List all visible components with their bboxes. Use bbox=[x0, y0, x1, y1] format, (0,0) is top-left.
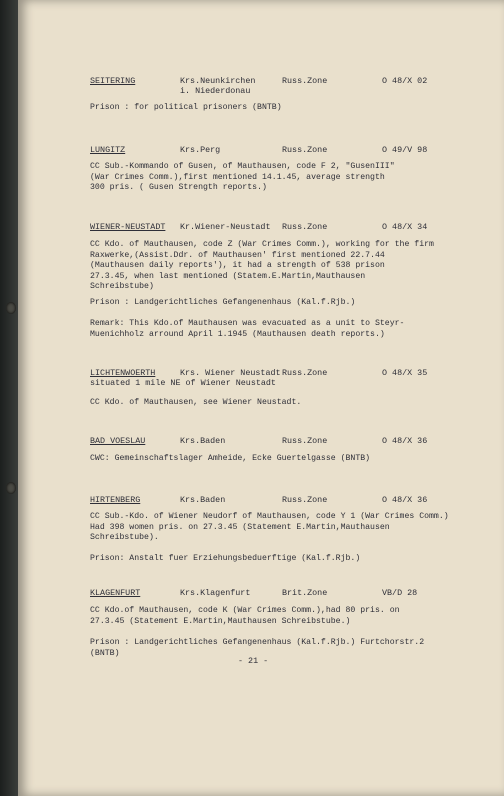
entry-text: CWC: Gemeinschaftslager Amheide, Ecke Guertelgasse (BNTB) bbox=[90, 454, 371, 463]
entry-map-ref: VB/D 28 bbox=[382, 588, 418, 598]
entry-district: Krs.Baden bbox=[180, 495, 226, 505]
entry-location: WIENER-NEUSTADT bbox=[90, 222, 166, 232]
entry-map-ref: O 48/X 36 bbox=[382, 436, 428, 446]
document-page bbox=[18, 0, 504, 796]
entry-text: Remark: This Kdo.of Mauthausen was evacuated as a unit to Steyr- Muenichholz arround April 1.1945 (Mauthausen death reports.) bbox=[90, 319, 405, 339]
entry-district: Krs.Perg bbox=[180, 145, 221, 155]
entry-zone: Russ.Zone bbox=[282, 436, 328, 446]
entry-location: LICHTENWOERTH bbox=[90, 368, 156, 378]
entry-zone: Russ.Zone bbox=[282, 495, 328, 505]
entry-text: CC Sub.-Kommando of Gusen, of Mauthausen, code F 2, "GusenIII" (War Crimes Comm.),first mentioned 14.1.45, average strength 300 pris. ( Gusen Strength reports.) bbox=[90, 162, 395, 192]
entry-map-ref: O 49/V 98 bbox=[382, 145, 428, 155]
entry-map-ref: O 48/X 36 bbox=[382, 495, 428, 505]
entry-text: Prison : Landgerichtliches Gefangenenhaus (Kal.f.Rjb.) Furtchorstr.2 (BNTB) bbox=[90, 638, 425, 658]
entry-district: Krs.Baden bbox=[180, 436, 226, 446]
page-number: - 21 - bbox=[238, 656, 269, 666]
entry-zone: Russ.Zone bbox=[282, 222, 328, 232]
entry-map-ref: O 48/X 35 bbox=[382, 368, 428, 378]
entry-subline: situated 1 mile NE of Wiener Neustadt bbox=[90, 378, 276, 388]
entry-map-ref: O 48/X 02 bbox=[382, 76, 428, 86]
entry-district: Krs. Wiener Neustadt bbox=[180, 368, 281, 378]
entry-district: Krs.Neunkirchen i. Niederdonau bbox=[180, 76, 256, 96]
entry-district: Krs.Klagenfurt bbox=[180, 588, 251, 598]
binding-hole bbox=[6, 482, 16, 494]
entry-zone: Russ.Zone bbox=[282, 368, 328, 378]
entry-location: LUNGITZ bbox=[90, 145, 126, 155]
binding-hole bbox=[6, 302, 16, 314]
entry-text: CC Kdo.of Mauthausen, code K (War Crimes Comm.),had 80 pris. on 27.3.45 (Statement E.Martin,Mauthausen Schreibstube.) bbox=[90, 606, 400, 626]
entry-location: SEITERING bbox=[90, 76, 136, 86]
entry-location: KLAGENFURT bbox=[90, 588, 141, 598]
entry-district: Kr.Wiener-Neustadt bbox=[180, 222, 271, 232]
entry-text: Prison: Anstalt fuer Erziehungsbeduerftige (Kal.f.Rjb.) bbox=[90, 554, 361, 563]
entry-zone: Russ.Zone bbox=[282, 76, 328, 86]
entry-location: HIRTENBERG bbox=[90, 495, 141, 505]
entry-text: CC Kdo. of Mauthausen, see Wiener Neustadt. bbox=[90, 398, 302, 407]
entry-map-ref: O 48/X 34 bbox=[382, 222, 428, 232]
entry-zone: Brit.Zone bbox=[282, 588, 328, 598]
entry-text: Prison : for political prisoners (BNTB) bbox=[90, 103, 282, 112]
entry-text: CC Kdo. of Mauthausen, code Z (War Crimes Comm.), working for the firm Raxwerke,(Assist.Ddr. of Mauthausen' first mentioned 22.7.44 (Mauthausen daily reports'), it had a strength of 538 prison 27.3.45, when last mentioned (Statem.E.Martin,Mauthausen Schreibstube) bbox=[90, 240, 434, 291]
entry-location: BAD VOESLAU bbox=[90, 436, 146, 446]
entry-text: Prison : Landgerichtliches Gefangenenhaus (Kal.f.Rjb.) bbox=[90, 298, 356, 307]
entry-text: CC Sub.-Kdo. of Wiener Neudorf of Mauthausen, code Y 1 (War Crimes Comm.) Had 398 women pris. on 27.3.45 (Statement E.Martin,Mauthausen Schreibstube). bbox=[90, 512, 449, 542]
book-spine bbox=[0, 0, 18, 796]
entry-zone: Russ.Zone bbox=[282, 145, 328, 155]
